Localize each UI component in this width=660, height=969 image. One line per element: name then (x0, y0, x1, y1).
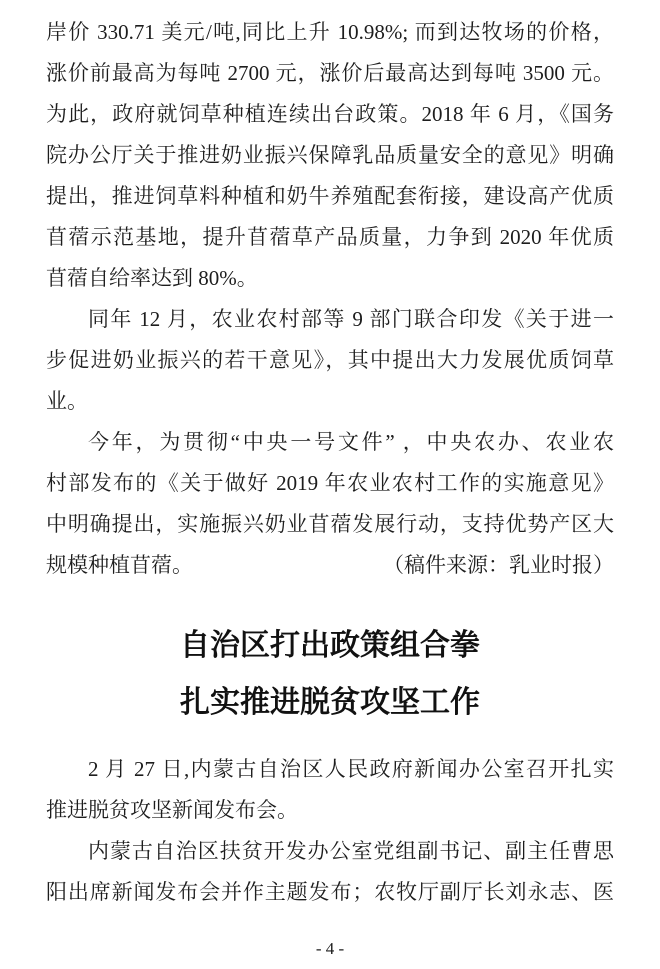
text-line: 涨价前最高为每吨 2700 元，涨价后最高达到每吨 3500 元。 (46, 61, 614, 85)
text-line: 为此，政府就饲草种植连续出台政策。2018 年 6 月，《国务 (46, 102, 614, 126)
text-line-with-source (46, 545, 614, 586)
poverty-paragraph-2 (46, 831, 614, 913)
dairy-paragraph-2 (46, 299, 614, 422)
source-attribution: （稿件来源：乳业时报） (383, 553, 614, 577)
dairy-paragraph-3 (46, 422, 614, 586)
article-title-line1: 自治区打出政策组合拳 (180, 629, 480, 662)
page-content (46, 12, 614, 913)
dairy-paragraph-1 (46, 12, 614, 299)
text-line: 中明确提出，实施振兴奶业苜蓿发展行动，支持优势产区大 (46, 512, 614, 536)
text-line: 苜蓿自给率达到 80%。 (46, 266, 258, 290)
text-line: 业。 (46, 389, 88, 413)
text-line: 村部发布的《关于做好 2019 年农业农村工作的实施意见》 (46, 471, 614, 495)
article-title-line2: 扎实推进脱贫攻坚工作 (180, 686, 480, 719)
text-line: 同年 12 月，农业农村部等 9 部门联合印发《关于进一 (88, 307, 614, 331)
text-line: 步促进奶业振兴的若干意见》，其中提出大力发展优质饲草 (46, 348, 614, 372)
page-number: - 4 - (315, 939, 345, 958)
paragraph-end-text: 规模种植苜蓿。 (46, 553, 193, 577)
poverty-paragraph-1 (46, 749, 614, 831)
text-line: 苜蓿示范基地，提升苜蓿草产品质量，力争到 2020 年优质 (46, 225, 614, 249)
text-line: 提出，推进饲草料种植和奶牛养殖配套衔接，建设高产优质 (46, 184, 614, 208)
text-line: 推进脱贫攻坚新闻发布会。 (46, 798, 298, 822)
text-line: 内蒙古自治区扶贫开发办公室党组副书记、副主任曹思 (88, 839, 614, 863)
text-line: 院办公厅关于推进奶业振兴保障乳品质量安全的意见》明确 (46, 143, 614, 167)
text-line: 阳出席新闻发布会并作主题发布；农牧厅副厅长刘永志、医 (46, 880, 614, 904)
text-line: 今年，为贯彻“中央一号文件” ，中央农办、农业农 (88, 430, 614, 454)
text-line: 2 月 27 日,内蒙古自治区人民政府新闻办公室召开扎实 (88, 757, 614, 781)
text-line: 岸价 330.71 美元/吨,同比上升 10.98%; 而到达牧场的价格， (46, 20, 614, 44)
